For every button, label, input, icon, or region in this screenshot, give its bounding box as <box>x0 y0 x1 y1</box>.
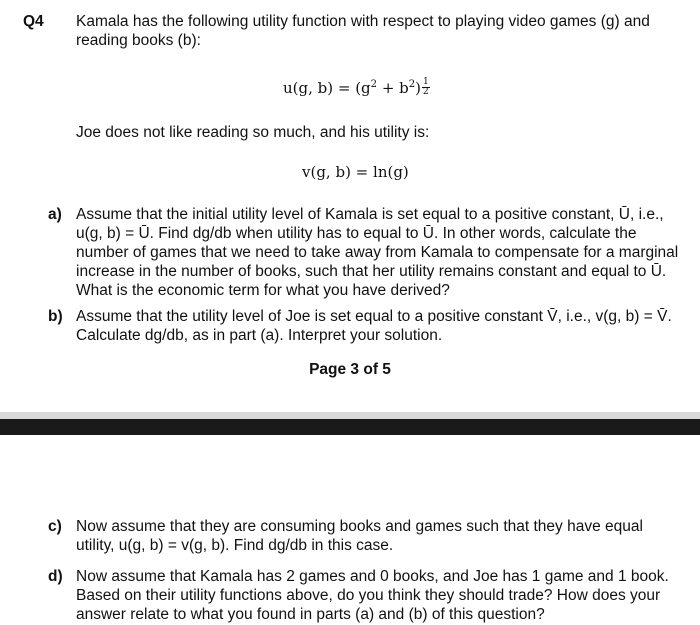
half-exponent <box>422 78 430 97</box>
joe-intro: Joe does not like reading so much, and his utility is: <box>76 124 430 141</box>
page-break-shadow <box>0 412 700 419</box>
question-intro: Kamala has the following utility function with respect to playing video games (g) and reading books (b): <box>76 13 650 49</box>
part-b-text: Assume that the utility level of Joe is set equal to a positive constant V̄, i.e., v(g, b) = V̄. Calculate dg/db, as in part (a). Interpret your solution. <box>76 308 672 344</box>
part-c-text: Now assume that they are consuming books and games such that they have equal utility, u(g, b) = v(g, b). Find dg/db in this case. <box>76 518 643 554</box>
g-squared-exponent: 2 <box>370 79 378 90</box>
part-a-text: Assume that the initial utility level of Kamala is set equal to a positive constant, Ū, i.e., u(g, b) = Ū. Find dg/db when utility has to equal to Ū. In other words, calculate the number of games that we need to take away from Kamala to compensate for a marginal increase in the number of books, such that her utility remains constant and equal to Ū. What is the economic term for what you have derived? <box>76 206 679 299</box>
question-label: Q4 <box>23 13 44 30</box>
page-break-divider <box>0 419 700 435</box>
part-d-text: Now assume that Kamala has 2 games and 0 books, and Joe has 1 game and 1 book. Based on their utility functions above, do you think they should trade? How does your answer relate to what you found in parts (a) and (b) of this question? <box>76 568 669 623</box>
part-a-label: a) <box>48 206 62 223</box>
kamala-utility-equation <box>283 78 430 98</box>
kamala-utility-mid: + b <box>377 79 409 97</box>
exponent-numerator: 1 <box>423 77 429 87</box>
kamala-utility-close: ) <box>415 79 421 97</box>
exponent-denominator: 2 <box>423 87 429 97</box>
kamala-utility-lhs: u(g, b) = (g <box>283 79 371 97</box>
part-b-label: b) <box>48 308 63 325</box>
page-number: Page 3 of 5 <box>309 361 391 378</box>
part-d-label: d) <box>48 568 63 585</box>
joe-utility-equation: v(g, b) = ln(g) <box>302 163 409 181</box>
b-squared-exponent: 2 <box>408 79 416 90</box>
part-c-label: c) <box>48 518 62 535</box>
